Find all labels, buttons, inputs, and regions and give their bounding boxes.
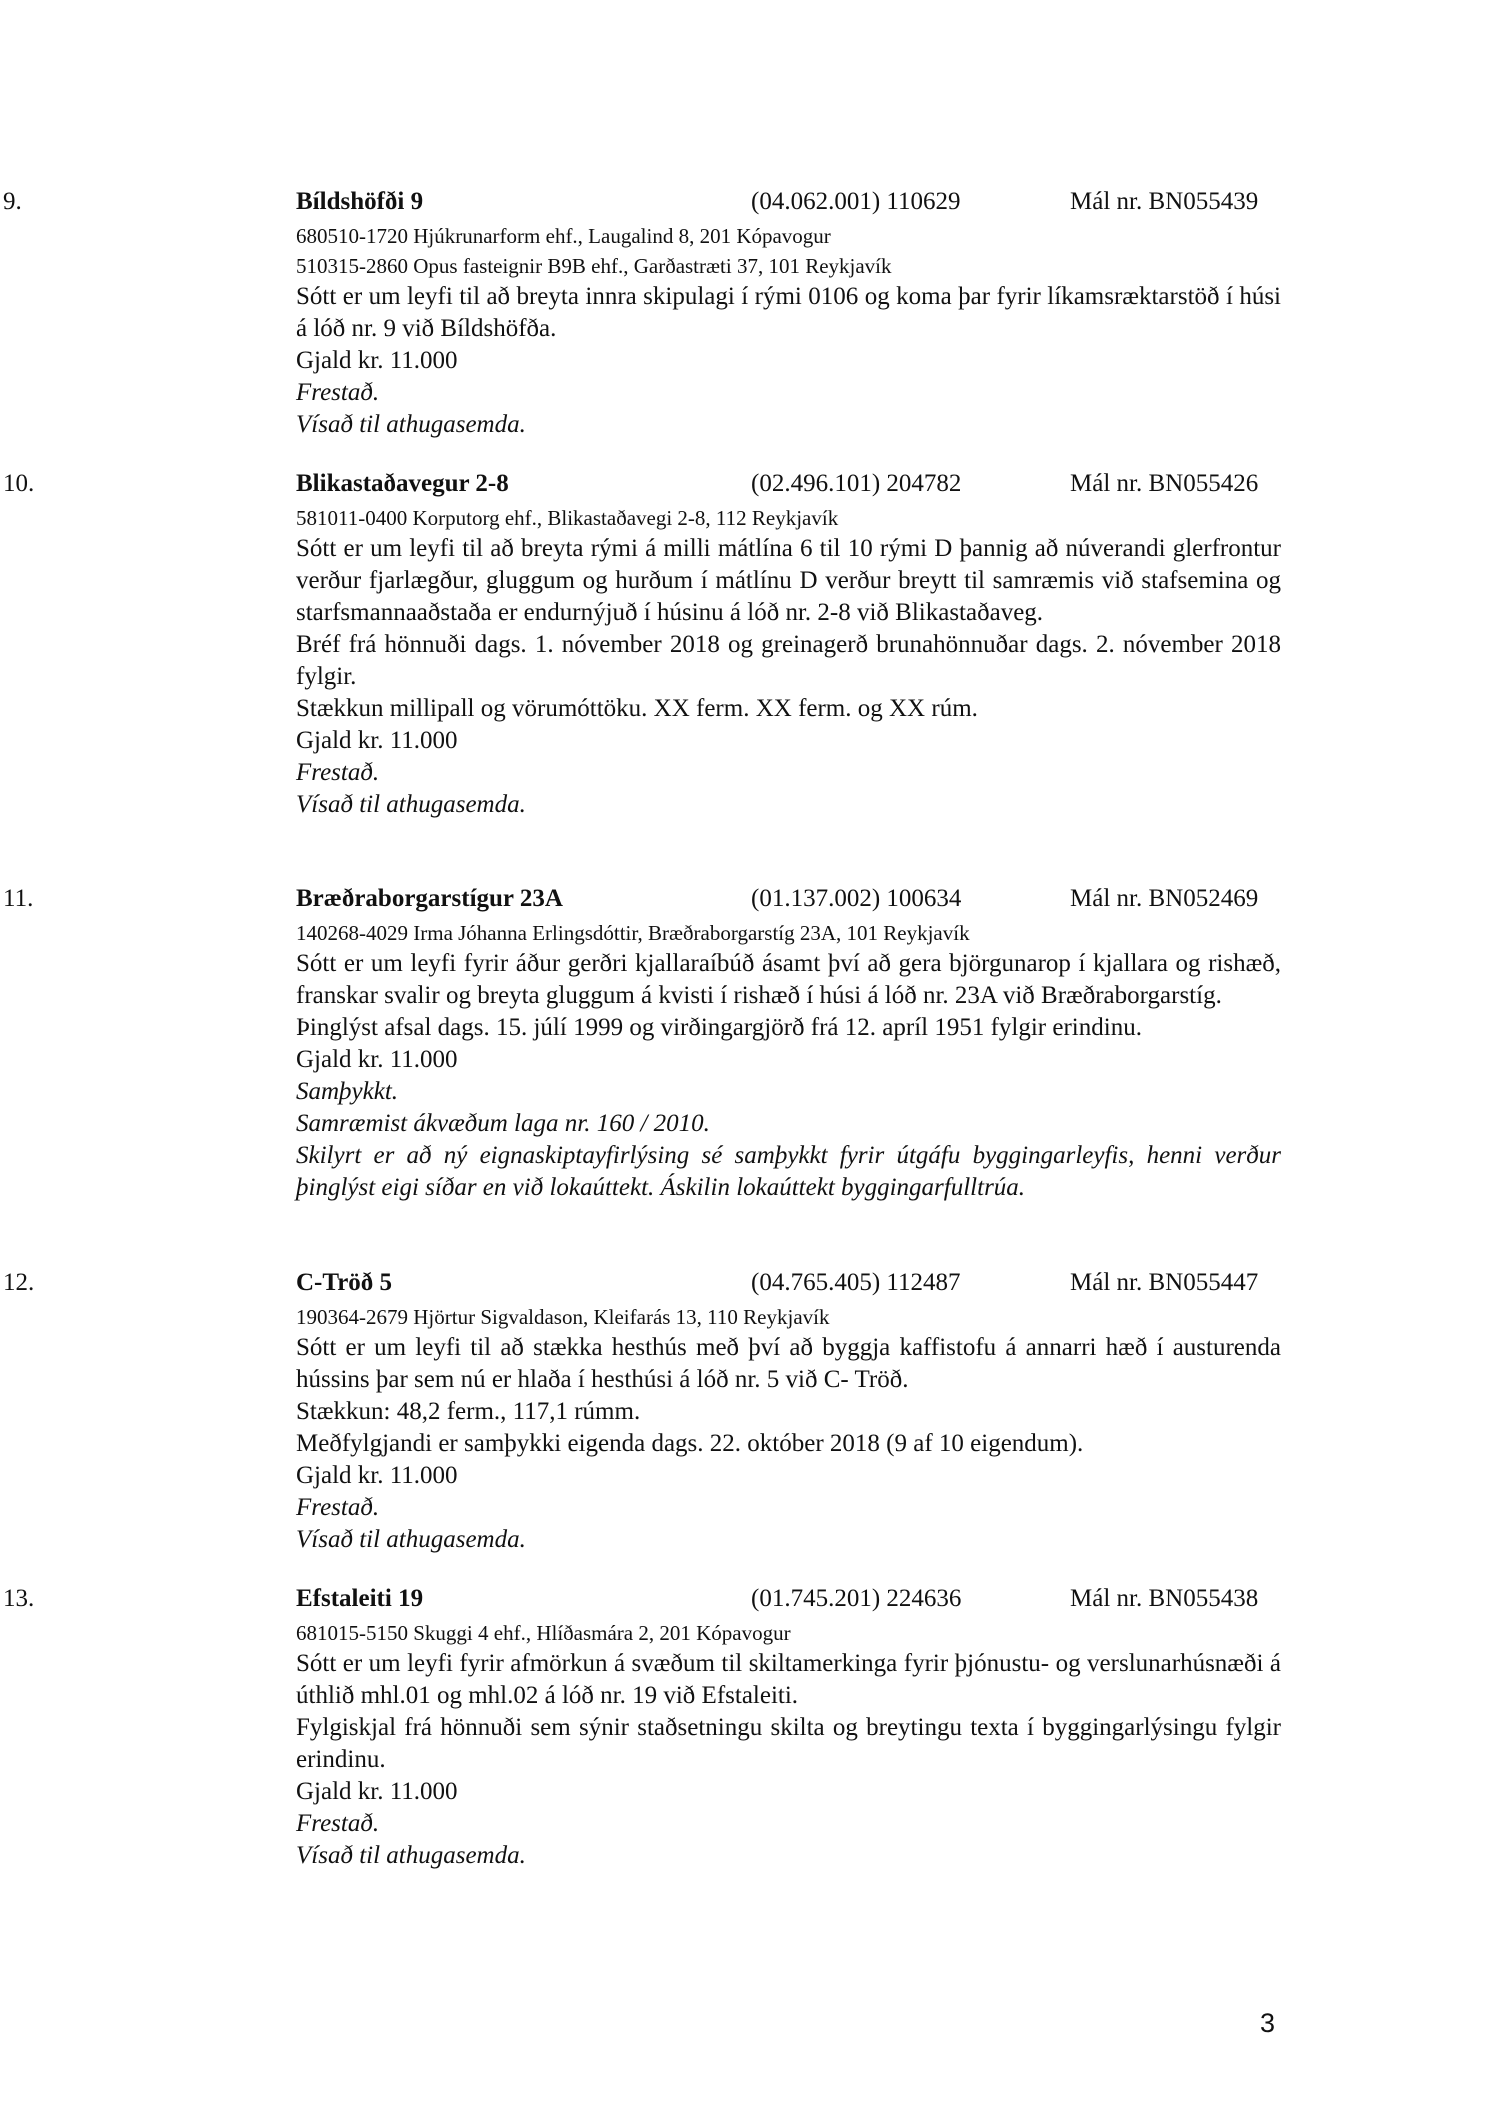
entry-decision: Vísað til athugasemda. xyxy=(296,1526,526,1553)
entry-paragraph: Sótt er um leyfi til að breyta rými á milli mátlína 6 til 10 rými D þannig að núverandi glerfrontur verður fjarlægður, gluggum og hurðum í mátlínu D verður breytt til samræmis við stafsemina og starfsmannaaðstaða er endurnýjuð í húsinu á lóð nr. 2-8 við Blikastaðaveg. xyxy=(296,535,1281,626)
entry-body xyxy=(296,1302,1281,1556)
entry-case-number: Mál nr. BN055439 xyxy=(1070,188,1259,215)
entry-decision: Frestað. xyxy=(296,759,380,786)
entry-fee: Gjald kr. 11.000 xyxy=(296,1778,458,1805)
entry-paragraph: Stækkun millipall og vörumóttöku. XX ferm. XX ferm. og XX rúm. xyxy=(296,695,978,722)
entry-land-code: (04.062.001) 110629 xyxy=(751,188,961,215)
case-entry-11 xyxy=(3,880,1281,1204)
entry-paragraph: Sótt er um leyfi til að breyta innra skipulagi í rými 0106 og koma þar fyrir líkamsræktarstöð í húsi á lóð nr. 9 við Bíldshöfða. xyxy=(296,283,1281,342)
entry-fee: Gjald kr. 11.000 xyxy=(296,1046,458,1073)
entry-paragraph: Bréf frá hönnuði dags. 1. nóvember 2018 og greinagerð brunahönnuðar dags. 2. nóvember 2018 fylgir. xyxy=(296,631,1281,690)
entry-heading xyxy=(3,880,1281,918)
entry-land-code: (04.765.405) 112487 xyxy=(751,1269,961,1296)
entry-number: 11. xyxy=(3,885,34,912)
entry-case-number: Mál nr. BN055447 xyxy=(1070,1269,1259,1296)
entry-body xyxy=(296,221,1281,441)
entry-decision: Frestað. xyxy=(296,1494,380,1521)
entry-address: Blikastaðavegur 2-8 xyxy=(296,470,509,497)
entry-heading xyxy=(3,465,1281,503)
entry-paragraph: Sótt er um leyfi fyrir áður gerðri kjallaraíbúð ásamt því að gera björgunarop í kjallara og rishæð, franskar svalir og breyta gluggum á kvisti í rishæð í húsi á lóð nr. 23A við Bræðraborgarstíg. xyxy=(296,950,1281,1009)
entry-paragraph: Meðfylgjandi er samþykki eigenda dags. 22. október 2018 (9 af 10 eigendum). xyxy=(296,1430,1084,1457)
case-entry-10 xyxy=(3,465,1281,821)
entry-fee: Gjald kr. 11.000 xyxy=(296,727,458,754)
entry-decision: Samræmist ákvæðum laga nr. 160 / 2010. xyxy=(296,1110,710,1137)
entry-case-number: Mál nr. BN052469 xyxy=(1070,885,1259,912)
entry-body xyxy=(296,1618,1281,1872)
entry-number: 13. xyxy=(3,1585,35,1612)
entry-number: 9. xyxy=(3,188,22,215)
applicant-line: 680510-1720 Hjúkrunarform ehf., Laugalind 8, 201 Kópavogur xyxy=(296,224,831,248)
entry-land-code: (01.745.201) 224636 xyxy=(751,1585,962,1612)
entry-decision: Frestað. xyxy=(296,379,380,406)
applicant-line: 140268-4029 Irma Jóhanna Erlingsdóttir, Bræðraborgarstíg 23A, 101 Reykjavík xyxy=(296,921,970,945)
entry-fee: Gjald kr. 11.000 xyxy=(296,347,458,374)
entry-decision: Vísað til athugasemda. xyxy=(296,791,526,818)
applicant-line: 681015-5150 Skuggi 4 ehf., Hlíðasmára 2, 201 Kópavogur xyxy=(296,1621,791,1645)
case-entry-13 xyxy=(3,1580,1281,1872)
entry-paragraph: Sótt er um leyfi fyrir afmörkun á svæðum til skiltamerkinga fyrir þjónustu- og verslunarhúsnæði á úthlið mhl.01 og mhl.02 á lóð nr. 19 við Efstaleiti. xyxy=(296,1650,1281,1709)
entry-decision: Skilyrt er að ný eignaskiptayfirlýsing sé samþykkt fyrir útgáfu byggingarleyfis, henni verður þinglýst eigi síðar en við lokaúttekt. Áskilin lokaúttekt byggingarfulltrúa. xyxy=(296,1142,1281,1201)
entry-address: Bíldshöfði 9 xyxy=(296,188,424,215)
entry-land-code: (01.137.002) 100634 xyxy=(751,885,962,912)
entry-paragraph: Þinglýst afsal dags. 15. júlí 1999 og virðingargjörð frá 12. apríl 1951 fylgir erindinu. xyxy=(296,1014,1142,1041)
case-entry-12 xyxy=(3,1264,1281,1556)
page-number: 3 xyxy=(1260,2008,1276,2038)
entry-fee: Gjald kr. 11.000 xyxy=(296,1462,458,1489)
applicant-line: 581011-0400 Korputorg ehf., Blikastaðavegi 2-8, 112 Reykjavík xyxy=(296,506,839,530)
applicant-line: 510315-2860 Opus fasteignir B9B ehf., Garðastræti 37, 101 Reykjavík xyxy=(296,254,892,278)
entry-paragraph: Stækkun: 48,2 ferm., 117,1 rúmm. xyxy=(296,1398,641,1425)
applicant-line: 190364-2679 Hjörtur Sigvaldason, Kleifarás 13, 110 Reykjavík xyxy=(296,1305,830,1329)
case-entry-9 xyxy=(3,183,1281,441)
entry-address: C-Tröð 5 xyxy=(296,1269,393,1296)
entry-decision: Vísað til athugasemda. xyxy=(296,411,526,438)
entry-land-code: (02.496.101) 204782 xyxy=(751,470,962,497)
entry-paragraph: Fylgiskjal frá hönnuði sem sýnir staðsetningu skilta og breytingu texta í byggingarlýsingu fylgir erindinu. xyxy=(296,1714,1281,1773)
entry-decision: Vísað til athugasemda. xyxy=(296,1842,526,1869)
entry-heading xyxy=(3,1264,1281,1302)
entry-address: Bræðraborgarstígur 23A xyxy=(296,885,563,912)
entry-decision: Frestað. xyxy=(296,1810,380,1837)
entry-body xyxy=(296,503,1281,821)
entry-number: 10. xyxy=(3,470,35,497)
entry-address: Efstaleiti 19 xyxy=(296,1585,424,1612)
entry-body xyxy=(296,918,1281,1204)
entry-heading xyxy=(3,183,1281,221)
entry-case-number: Mál nr. BN055438 xyxy=(1070,1585,1259,1612)
entry-decision: Samþykkt. xyxy=(296,1078,399,1105)
entry-heading xyxy=(3,1580,1281,1618)
entry-number: 12. xyxy=(3,1269,35,1296)
entry-paragraph: Sótt er um leyfi til að stækka hesthús með því að byggja kaffistofu á annarri hæð í austurenda hússins þar sem nú er hlaða í hesthúsi á lóð nr. 5 við C- Tröð. xyxy=(296,1334,1281,1393)
entry-case-number: Mál nr. BN055426 xyxy=(1070,470,1259,497)
